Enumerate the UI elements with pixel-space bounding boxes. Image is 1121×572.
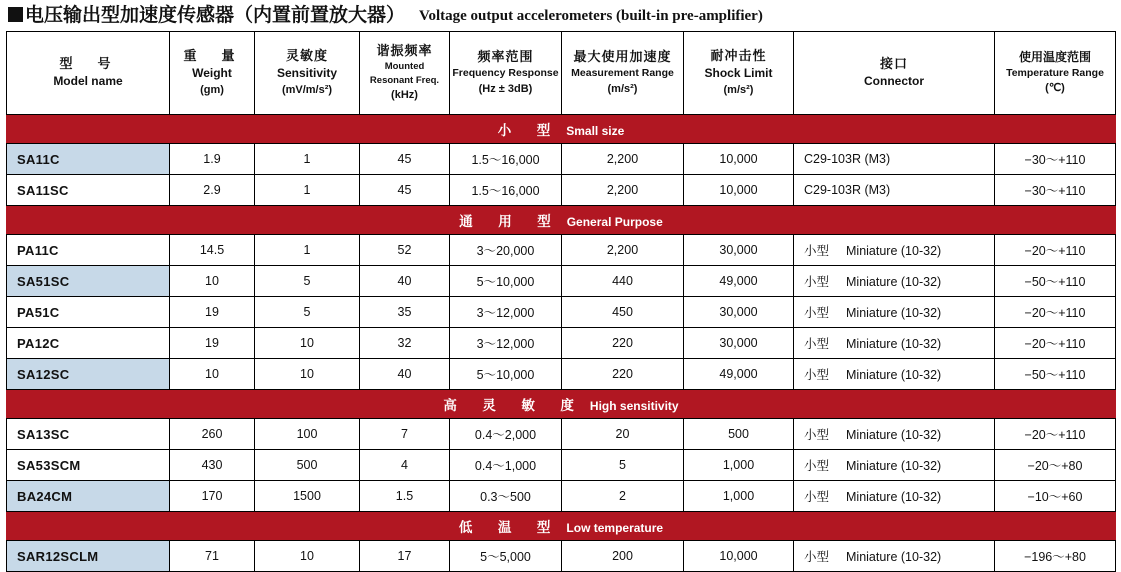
cell-frequency-response: 1.5〜16,000 [450, 175, 562, 206]
cell-weight: 71 [170, 541, 255, 572]
table-body [7, 115, 1116, 572]
cell-connector [794, 450, 995, 481]
col-sensitivity: 灵敏度 Sensitivity (mV/m/s²) [255, 32, 360, 115]
cell-frequency-response: 5〜10,000 [450, 266, 562, 297]
connector-value: Miniature (10-32) [846, 550, 942, 564]
cell-sensitivity: 1 [255, 144, 360, 175]
cell-frequency-response: 0.4〜2,000 [450, 419, 562, 450]
cell-model: PA51C [7, 297, 170, 328]
cell-frequency-response: 3〜12,000 [450, 297, 562, 328]
col-temperature-range: 使用温度范围 Temperature Range (℃) [995, 32, 1116, 115]
section-header-row [7, 115, 1116, 144]
cell-shock-limit: 49,000 [684, 359, 794, 390]
cell-shock-limit: 10,000 [684, 175, 794, 206]
cell-model: PA11C [7, 235, 170, 266]
cell-weight: 170 [170, 481, 255, 512]
cell-shock-limit: 10,000 [684, 541, 794, 572]
connector-value: Miniature (10-32) [846, 428, 942, 442]
cell-shock-limit: 30,000 [684, 297, 794, 328]
cell-frequency-response: 1.5〜16,000 [450, 144, 562, 175]
connector-value: C29-103R (M3) [804, 183, 891, 197]
section-header-label [7, 512, 1116, 541]
section-title-chinese: 高 灵 敏 度 [443, 398, 580, 413]
cell-shock-limit: 1,000 [684, 481, 794, 512]
cell-weight: 10 [170, 359, 255, 390]
table-row [7, 450, 1116, 481]
cell-shock-limit: 49,000 [684, 266, 794, 297]
cell-resonant-frequency: 52 [360, 235, 450, 266]
cell-connector [794, 359, 995, 390]
connector-value: Miniature (10-32) [846, 306, 942, 320]
connector-value: C29-103R (M3) [804, 152, 891, 166]
cell-weight: 1.9 [170, 144, 255, 175]
table-row [7, 419, 1116, 450]
table-row [7, 266, 1116, 297]
bullet-square-icon [8, 7, 23, 22]
table-row [7, 359, 1116, 390]
cell-shock-limit: 10,000 [684, 144, 794, 175]
cell-measurement-range: 5 [562, 450, 684, 481]
connector-value: Miniature (10-32) [846, 459, 942, 473]
cell-connector [794, 541, 995, 572]
cell-model: SA11C [7, 144, 170, 175]
table-row [7, 235, 1116, 266]
col-resonant-frequency: 谐振频率 Mounted Resonant Freq. (kHz) [360, 32, 450, 115]
cell-temperature-range: −30〜+110 [995, 175, 1116, 206]
cell-frequency-response: 5〜5,000 [450, 541, 562, 572]
cell-temperature-range: −20〜+110 [995, 297, 1116, 328]
cell-model: SA53SCM [7, 450, 170, 481]
cell-sensitivity: 1 [255, 235, 360, 266]
cell-model: SA12SC [7, 359, 170, 390]
table-row [7, 481, 1116, 512]
cell-shock-limit: 30,000 [684, 235, 794, 266]
cell-model: BA24CM [7, 481, 170, 512]
cell-measurement-range: 20 [562, 419, 684, 450]
cell-resonant-frequency: 35 [360, 297, 450, 328]
connector-type-chinese: 小型 [804, 337, 830, 351]
cell-temperature-range: −20〜+110 [995, 419, 1116, 450]
cell-temperature-range: −20〜+80 [995, 450, 1116, 481]
connector-type-chinese: 小型 [804, 306, 830, 320]
cell-connector [794, 175, 995, 206]
cell-weight: 10 [170, 266, 255, 297]
section-title-english: Low temperature [566, 521, 664, 535]
cell-connector [794, 235, 995, 266]
section-header-label [7, 390, 1116, 419]
connector-type-chinese: 小型 [804, 550, 830, 564]
cell-temperature-range: −30〜+110 [995, 144, 1116, 175]
section-header-label [7, 206, 1116, 235]
section-title-chinese: 通 用 型 [459, 214, 557, 229]
cell-model: SA11SC [7, 175, 170, 206]
cell-weight: 14.5 [170, 235, 255, 266]
cell-resonant-frequency: 1.5 [360, 481, 450, 512]
section-title-english: Small size [566, 124, 625, 138]
cell-resonant-frequency: 45 [360, 175, 450, 206]
cell-measurement-range: 2,200 [562, 175, 684, 206]
cell-measurement-range: 2,200 [562, 144, 684, 175]
section-title-chinese: 小 型 [497, 123, 557, 138]
section-header-label [7, 115, 1116, 144]
cell-temperature-range: −196〜+80 [995, 541, 1116, 572]
cell-connector [794, 481, 995, 512]
cell-frequency-response: 0.3〜500 [450, 481, 562, 512]
cell-temperature-range: −10〜+60 [995, 481, 1116, 512]
cell-sensitivity: 500 [255, 450, 360, 481]
col-weight: 重 量 Weight (gm) [170, 32, 255, 115]
cell-measurement-range: 200 [562, 541, 684, 572]
section-header-row [7, 390, 1116, 419]
section-title-english: High sensitivity [589, 399, 679, 413]
cell-measurement-range: 2 [562, 481, 684, 512]
title-chinese: 电压输出型加速度传感器（内置前置放大器） [25, 5, 406, 26]
cell-weight: 19 [170, 328, 255, 359]
cell-weight: 2.9 [170, 175, 255, 206]
cell-resonant-frequency: 17 [360, 541, 450, 572]
cell-temperature-range: −50〜+110 [995, 266, 1116, 297]
cell-model: SA13SC [7, 419, 170, 450]
cell-frequency-response: 5〜10,000 [450, 359, 562, 390]
cell-weight: 430 [170, 450, 255, 481]
cell-connector [794, 419, 995, 450]
col-frequency-response: 频率范围 Frequency Response (Hz ± 3dB) [450, 32, 562, 115]
table-row [7, 144, 1116, 175]
section-header-row [7, 512, 1116, 541]
cell-shock-limit: 1,000 [684, 450, 794, 481]
cell-measurement-range: 440 [562, 266, 684, 297]
cell-resonant-frequency: 40 [360, 359, 450, 390]
cell-shock-limit: 500 [684, 419, 794, 450]
cell-connector [794, 328, 995, 359]
cell-sensitivity: 1500 [255, 481, 360, 512]
connector-value: Miniature (10-32) [846, 368, 942, 382]
connector-type-chinese: 小型 [804, 275, 830, 289]
cell-sensitivity: 5 [255, 297, 360, 328]
cell-resonant-frequency: 4 [360, 450, 450, 481]
col-connector: 接口 Connector [794, 32, 995, 115]
cell-shock-limit: 30,000 [684, 328, 794, 359]
cell-temperature-range: −20〜+110 [995, 328, 1116, 359]
specification-table [6, 31, 1116, 572]
section-header-row [7, 206, 1116, 235]
cell-connector [794, 266, 995, 297]
section-title-english: General Purpose [566, 215, 663, 229]
cell-sensitivity: 1 [255, 175, 360, 206]
page-title [6, 6, 1115, 31]
cell-connector [794, 297, 995, 328]
cell-measurement-range: 220 [562, 328, 684, 359]
connector-type-chinese: 小型 [804, 490, 830, 504]
table-row [7, 328, 1116, 359]
table-row [7, 175, 1116, 206]
cell-measurement-range: 2,200 [562, 235, 684, 266]
cell-temperature-range: −50〜+110 [995, 359, 1116, 390]
cell-temperature-range: −20〜+110 [995, 235, 1116, 266]
connector-type-chinese: 小型 [804, 244, 830, 258]
cell-resonant-frequency: 32 [360, 328, 450, 359]
cell-frequency-response: 3〜12,000 [450, 328, 562, 359]
cell-resonant-frequency: 7 [360, 419, 450, 450]
connector-type-chinese: 小型 [804, 428, 830, 442]
title-english: Voltage output accelerometers (built-in pre-amplifier) [419, 8, 763, 24]
connector-value: Miniature (10-32) [846, 337, 942, 351]
connector-value: Miniature (10-32) [846, 490, 942, 504]
cell-sensitivity: 10 [255, 359, 360, 390]
table-row [7, 297, 1116, 328]
cell-resonant-frequency: 40 [360, 266, 450, 297]
cell-sensitivity: 10 [255, 328, 360, 359]
cell-sensitivity: 100 [255, 419, 360, 450]
col-shock-limit: 耐冲击性 Shock Limit (m/s²) [684, 32, 794, 115]
section-title-chinese: 低 温 型 [458, 520, 557, 535]
col-model: 型 号 Model name [7, 32, 170, 115]
cell-model: PA12C [7, 328, 170, 359]
cell-frequency-response: 0.4〜1,000 [450, 450, 562, 481]
connector-value: Miniature (10-32) [846, 275, 942, 289]
table-row [7, 541, 1116, 572]
col-measurement-range: 最大使用加速度 Measurement Range (m/s²) [562, 32, 684, 115]
connector-value: Miniature (10-32) [846, 244, 942, 258]
cell-weight: 19 [170, 297, 255, 328]
cell-model: SAR12SCLM [7, 541, 170, 572]
cell-measurement-range: 220 [562, 359, 684, 390]
table-header [7, 32, 1116, 115]
cell-measurement-range: 450 [562, 297, 684, 328]
cell-sensitivity: 5 [255, 266, 360, 297]
cell-weight: 260 [170, 419, 255, 450]
cell-resonant-frequency: 45 [360, 144, 450, 175]
cell-connector [794, 144, 995, 175]
connector-type-chinese: 小型 [804, 368, 830, 382]
cell-model: SA51SC [7, 266, 170, 297]
cell-frequency-response: 3〜20,000 [450, 235, 562, 266]
connector-type-chinese: 小型 [804, 459, 830, 473]
cell-sensitivity: 10 [255, 541, 360, 572]
